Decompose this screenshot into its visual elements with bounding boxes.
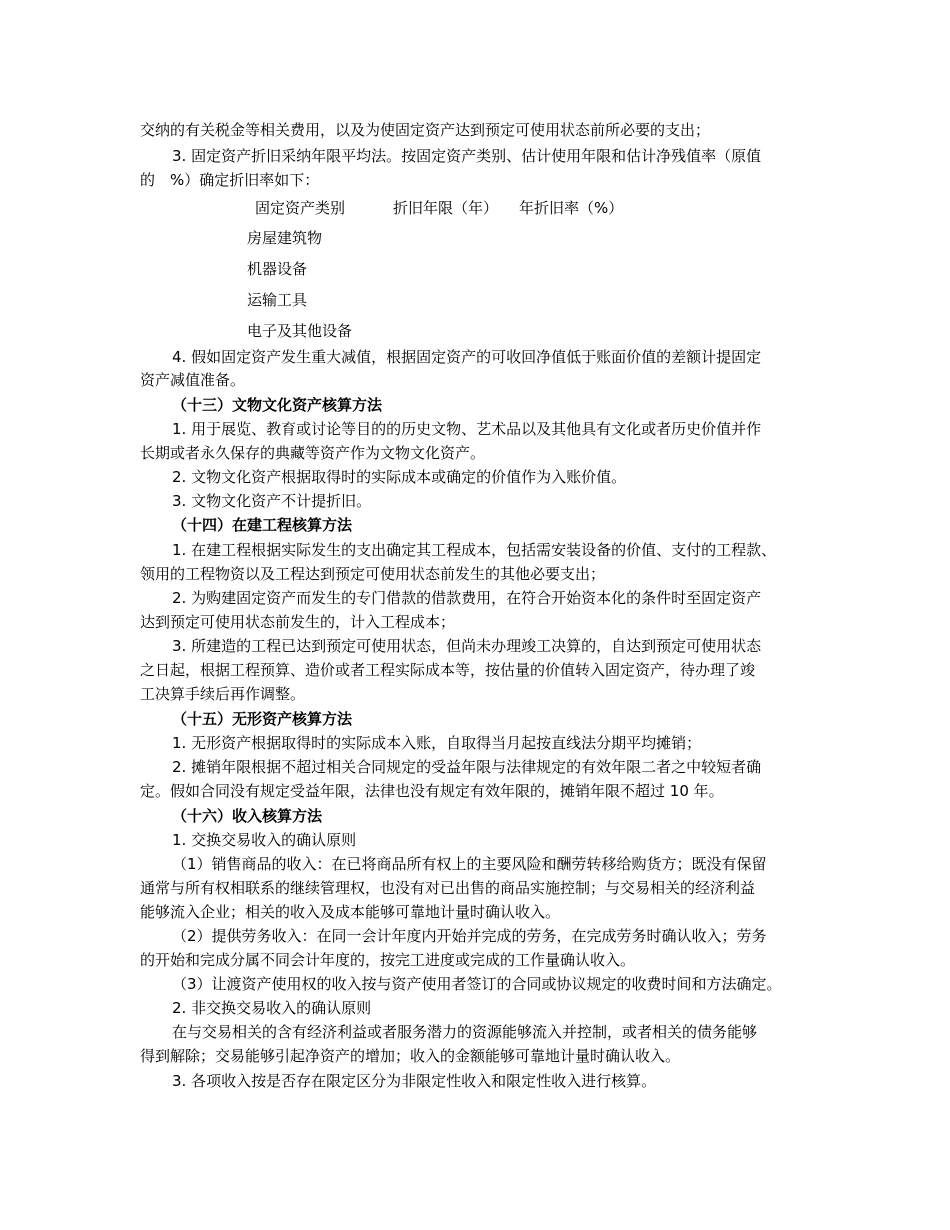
paragraph-line: 2. 为购建固定资产而发生的专门借款的借款费用，在符合开始资本化的条件时至固定资产 (172, 589, 762, 607)
paragraph-line: 交纳的有关税金等相关费用，以及为使固定资产达到预定可使用状态前所必要的支出； (140, 121, 711, 139)
paragraph-line: 资产减值准备。 (140, 371, 246, 389)
paragraph-line: 3. 文物文化资产不计提折旧。 (172, 492, 372, 510)
paragraph-line: 的 %）确定折旧率如下： (140, 171, 320, 189)
table-row-label: 运输工具 (247, 291, 308, 309)
paragraph-line: 达到预定可使用状态前发生的，计入工程成本； (140, 613, 456, 631)
paragraph-line: 4. 假如固定资产发生重大减值，根据固定资产的可收回净值低于账面价值的差额计提固定 (172, 348, 762, 366)
paragraph-line: 通常与所有权相联系的继续管理权，也没有对已出售的商品实施控制；与交易相关的经济利益 (140, 879, 756, 897)
paragraph-line: 1. 用于展览、教育或讨论等目的的历史文物、艺术品以及其他具有文化或者历史价值并作 (172, 420, 762, 438)
paragraph-line: （2）提供劳务收入：在同一会计年度内开始并完成的劳务，在完成劳务时确认收入；劳务 (172, 927, 767, 945)
table-header-category: 固定资产类别 (255, 199, 346, 217)
paragraph-line: 工决算手续后再作调整。 (140, 685, 306, 703)
paragraph-line: 长期或者永久保存的典藏等资产作为文物文化资产。 (140, 444, 486, 462)
paragraph-line: 得到解除；交易能够引起净资产的增加；收入的金额能够可靠地计量时确认收入。 (140, 1047, 681, 1065)
section-heading: （十三）文物文化资产核算方法 (172, 396, 383, 414)
table-header-years: 折旧年限（年） (393, 199, 499, 217)
paragraph-line: 1. 交换交易收入的确认原则 (172, 831, 357, 849)
paragraph-line: （3）让渡资产使用权的收入按与资产使用者签订的合同或协议规定的收费时间和方法确定。 (172, 975, 782, 993)
paragraph-line: （1）销售商品的收入：在已将商品所有权上的主要风险和酬劳转移给购货方；既没有保留 (172, 855, 767, 873)
paragraph-line: 之日起，根据工程预算、造价或者工程实际成本等，按估量的价值转入固定资产，待办理了竣 (140, 661, 756, 679)
paragraph-line: 3. 固定资产折旧采纳年限平均法。按固定资产类别、估计使用年限和估计净残值率（原值 (172, 147, 762, 165)
paragraph-line: 3. 所建造的工程已达到预定可使用状态，但尚未办理竣工决算的，自达到预定可使用状态 (172, 637, 762, 655)
paragraph-line: 2. 摊销年限根据不超过相关合同规定的受益年限与法律规定的有效年限二者之中较短者确 (172, 758, 762, 776)
paragraph-line: 1. 无形资产根据取得时的实际成本入账，自取得当月起按直线法分期平均摊销； (172, 734, 702, 752)
paragraph-line: 3. 各项收入按是否存在限定区分为非限定性收入和限定性收入进行核算。 (172, 1072, 657, 1090)
paragraph-line: 的开始和完成分属不同会计年度的，按完工进度或完成的工作量确认收入。 (140, 951, 636, 969)
table-row-label: 电子及其他设备 (247, 322, 353, 340)
paragraph-line: 2. 非交换交易收入的确认原则 (172, 999, 372, 1017)
table-row-label: 机器设备 (247, 260, 308, 278)
section-heading: （十六）收入核算方法 (172, 807, 323, 825)
section-heading: （十五）无形资产核算方法 (172, 710, 353, 728)
paragraph-line: 定。假如合同没有规定受益年限，法律也没有规定有效年限的，摊销年限不超过 10 年。 (140, 782, 724, 800)
paragraph-line: 2. 文物文化资产根据取得时的实际成本或确定的价值作为入账价值。 (172, 468, 627, 486)
section-heading: （十四）在建工程核算方法 (172, 516, 353, 534)
paragraph-line: 能够流入企业；相关的收入及成本能够可靠地计量时确认收入。 (140, 903, 561, 921)
paragraph-line: 领用的工程物资以及工程达到预定可使用状态前发生的其他必要支出； (140, 565, 606, 583)
paragraph-line: 在与交易相关的含有经济利益或者服务潜力的资源能够流入并控制，或者相关的债务能够 (172, 1023, 758, 1041)
paragraph-line: 1. 在建工程根据实际发生的支出确定其工程成本，包括需安装设备的价值、支付的工程款、 (172, 541, 777, 559)
table-row-label: 房屋建筑物 (247, 229, 323, 247)
table-header-rate: 年折旧率（%） (519, 199, 624, 217)
